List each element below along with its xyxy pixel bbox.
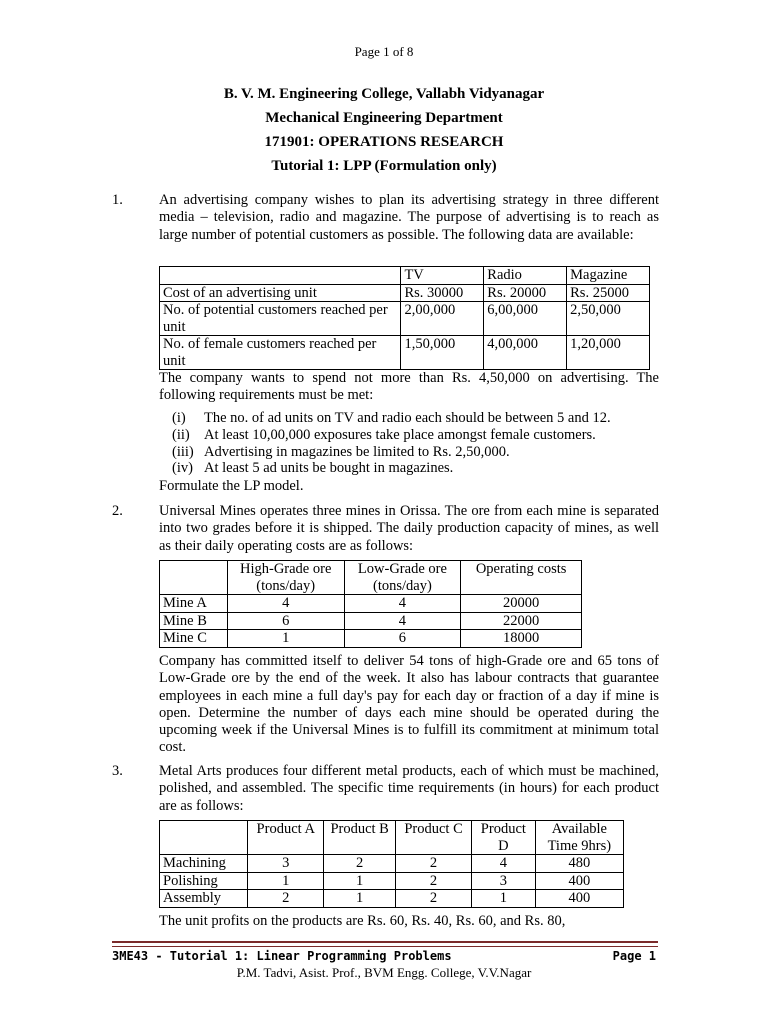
q1-intro: An advertising company wishes to plan its advertising strategy in three different media – television, radio and magazine. The purpose of advertising is to reach as large number of potential customers as possible. The following data are available: [159,192,659,243]
list-item [172,460,611,477]
table-cell: No. of potential customers reached per unit [160,302,401,336]
table-cell: 4 [344,612,461,630]
college-name: B. V. M. Engineering College, Vallabh Vidyanagar [223,86,545,102]
footer-page-number: Page 1 [612,949,656,963]
table-cell: Product D [472,821,536,855]
list-text: At least 5 ad units be bought in magazines. [204,460,454,477]
list-text: At least 10,00,000 exposures take place amongst female customers. [204,426,596,443]
table-cell: TV [401,267,484,285]
q1-number: 1. [112,192,123,208]
table-cell: 1 [227,630,344,648]
table-cell: Available Time 9hrs) [535,821,623,855]
table-row [160,890,624,908]
table-cell: Polishing [160,872,248,890]
table-cell: 18000 [461,630,582,648]
table-row [160,855,624,873]
table-cell: Low-Grade ore (tons/day) [344,561,461,595]
table-cell: 4 [472,855,536,873]
table-cell: Mine A [160,595,228,613]
table-row [160,561,582,595]
list-item [172,444,611,461]
table-cell: No. of female customers reached per unit [160,336,401,370]
table-cell [160,561,228,595]
table-cell: 1 [324,890,396,908]
list-roman: (i) [172,410,186,426]
table-row [160,821,624,855]
table-cell: 4 [227,595,344,613]
footer-rule [112,941,658,943]
table-cell: 2 [324,855,396,873]
list-item [172,427,611,444]
table-cell: 480 [535,855,623,873]
q3-after: The unit profits on the products are Rs. 60, Rs. 40, Rs. 60, and Rs. 80, [159,913,566,929]
q1-table [159,266,650,370]
table-cell: Mine B [160,612,228,630]
table-cell: 1 [324,872,396,890]
list-roman: (iv) [172,460,193,477]
table-cell: 2,00,000 [401,302,484,336]
q2-after: Company has committed itself to deliver 54 tons of high-Grade ore and 65 tons of Low-Grade ore by the end of the week. It also has labour contracts that guarantee employees in each mine a full day's pay for each day or fraction of a day if mine is open. Determine the number of days each mine should be operated during the upcoming week if the Universal Mines is to fulfill its commitment at minimum total cost. [159,653,659,756]
table-cell: Operating costs [461,561,582,595]
table-cell: Mine C [160,630,228,648]
footer-author: P.M. Tadvi, Asist. Prof., BVM Engg. College, V.V.Nagar [236,965,532,980]
tutorial-title: Tutorial 1: LPP (Formulation only) [271,158,497,174]
course-title: 171901: OPERATIONS RESEARCH [264,134,504,150]
table-cell [160,267,401,285]
q2-number: 2. [112,503,123,519]
table-cell: Rs. 30000 [401,284,484,302]
table-cell: 2 [396,872,472,890]
table-cell: Product B [324,821,396,855]
table-cell: 1,20,000 [567,336,650,370]
table-row [160,630,582,648]
q2-intro: Universal Mines operates three mines in Orissa. The ore from each mine is separated into two grades before it is shipped. The daily production capacity of mines, as well as their daily operating costs are as follows: [159,503,659,554]
table-row [160,336,650,370]
department-name: Mechanical Engineering Department [265,110,503,126]
list-roman: (iii) [172,443,194,460]
footer-rule-thin [112,946,658,947]
table-cell: Radio [484,267,567,285]
table-cell: 4,00,000 [484,336,567,370]
q2-table [159,560,582,648]
table-cell: 3 [248,855,324,873]
table-cell: 6 [227,612,344,630]
table-row [160,612,582,630]
table-cell: 6,00,000 [484,302,567,336]
table-cell: 400 [535,872,623,890]
table-cell: 22000 [461,612,582,630]
q1-closing: Formulate the LP model. [159,478,304,494]
table-cell: Magazine [567,267,650,285]
footer-course: 3ME43 - Tutorial 1: Linear Programming Problems [112,949,452,963]
table-row [160,872,624,890]
q1-after: The company wants to spend not more than Rs. 4,50,000 on advertising. The following requirements must be met: [159,370,659,404]
table-cell: 2,50,000 [567,302,650,336]
table-cell: 2 [396,890,472,908]
table-cell: 4 [344,595,461,613]
table-cell: Cost of an advertising unit [160,284,401,302]
list-item [172,410,611,427]
table-cell: Assembly [160,890,248,908]
table-cell: 1,50,000 [401,336,484,370]
q1-requirements [172,410,611,477]
q3-number: 3. [112,763,123,779]
page-indicator: Page 1 of 8 [354,44,414,59]
table-cell: 3 [472,872,536,890]
table-cell: 6 [344,630,461,648]
table-cell [160,821,248,855]
table-cell: 400 [535,890,623,908]
table-cell: Machining [160,855,248,873]
table-row [160,267,650,285]
table-cell: 20000 [461,595,582,613]
table-cell: Rs. 25000 [567,284,650,302]
q3-intro: Metal Arts produces four different metal products, each of which must be machined, polished, and assembled. The specific time requirements (in hours) for each product are as follows: [159,763,659,814]
list-roman: (ii) [172,426,190,443]
table-row [160,302,650,336]
table-cell: 2 [396,855,472,873]
table-cell: Product A [248,821,324,855]
list-text: Advertising in magazines be limited to Rs. 2,50,000. [204,443,510,460]
table-cell: 1 [472,890,536,908]
table-cell: High-Grade ore (tons/day) [227,561,344,595]
table-cell: 1 [248,872,324,890]
table-cell: 2 [248,890,324,908]
table-cell: Rs. 20000 [484,284,567,302]
list-text: The no. of ad units on TV and radio each should be between 5 and 12. [204,410,611,426]
table-row [160,284,650,302]
q3-table [159,820,624,908]
table-row [160,595,582,613]
table-cell: Product C [396,821,472,855]
